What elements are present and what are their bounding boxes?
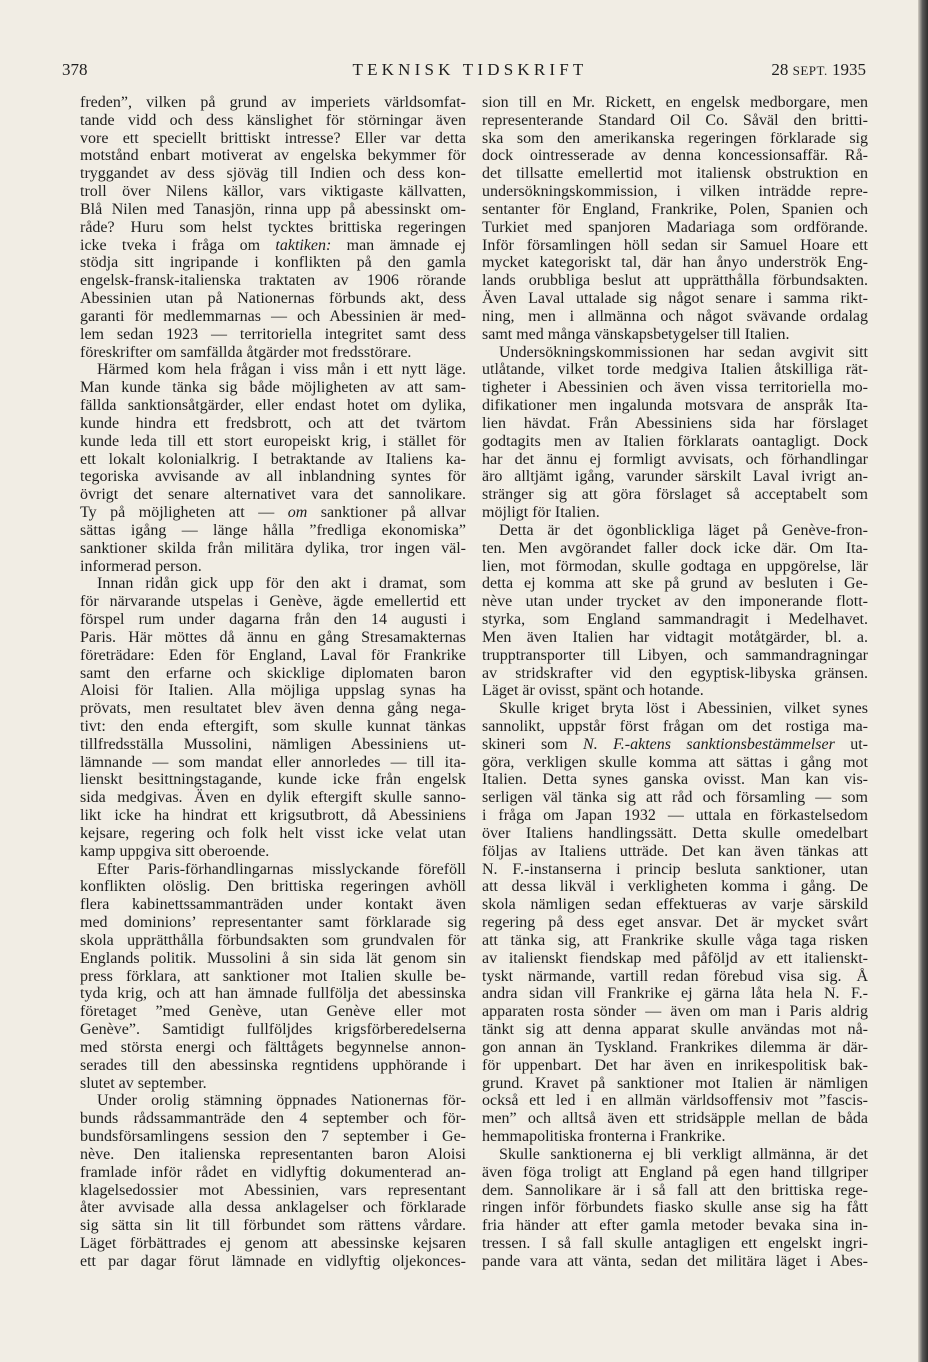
text-line: lands orubbliga beslut att upprätthålla förbundsakten. [482,272,868,290]
issue-date-day: 28 [771,60,789,79]
paragraph [482,1146,868,1271]
text-line: andra sidan vill Frankrike ej gärna låta hela N. F.- [482,985,868,1003]
paragraph [482,94,868,344]
text-line: Blå Nilen med Tanasjön, rinna upp på abessinskt om- [80,200,466,218]
text-line: Härmed kom hela frågan i viss mån i ett nytt läge. [97,361,466,379]
text-line: lien, mot förmodan, skulle godtaga en uppgörelse, lär [482,557,868,575]
text-line: prövats, men resultatet blev även denna gång nega- [80,700,466,718]
emphasized-text: taktiken: [275,236,332,254]
text-line: tegoriska avvisande av all inblandning syntes för [80,468,466,486]
issue-date-month: SEPT. [792,63,828,78]
text-line: undersökningskommission, i vilken inträdde repre- [482,183,868,201]
text-line: tänkt sig att denna apparat skulle användas mot nå- [482,1021,868,1039]
text-line: det tillsatte emellertid mot italiensk obstruktion en [482,165,868,183]
text-line: hemmapolitiska fronterna i Frankrike. [482,1128,726,1146]
text-line: troll över Nilens källor, vars viktigaste källvatten, [80,183,466,201]
text-line: trupptransporter till Libyen, och sammandragningar [482,646,868,664]
text-line: dem. Sannolikare är i så fall att den brittiska rege- [482,1181,868,1199]
text-line: motstånd enbart motiverat av engelska bekymmer för [80,147,466,165]
left-column [80,94,466,1271]
text-line: Skulle kriget bryta löst i Abessinien, vilket synes [499,700,868,718]
text-line: ringen inför förbundets fiasko skulle anse sig ha fått [482,1199,868,1217]
text-line: representerande Standard Oil Co. Såväl den britti- [482,111,868,129]
text-line: fria händer att efter gamla metoder bevaka sina in- [482,1217,868,1235]
issue-date-year: 1935 [832,60,866,79]
text-line: tryggandet av dess sjöväg till Indien och dess kon- [80,165,466,183]
text-line: övrigt det senare alternativet vara det sannolikare. [80,486,466,504]
text-line [80,237,466,255]
text-line: Inför församlingen höll sedan sir Samuel Hoare ett [482,236,868,254]
text-line: tyda krig, och att han ämnade fullfölja det abessinska [80,985,466,1003]
text-line: konflikten olöslig. Den brittiska regeringen avhöll [80,878,466,896]
text-line: difikationer men ingalunda motsvara de anspråk Ita- [482,397,868,415]
text-line: Abessinien utan på Nationernas förbunds akt, dess [80,290,466,308]
text-line: Turkiet med spanjoren Madariaga som ordförande. [482,218,868,236]
text-line: Undersökningskommissionen har sedan avgivit sitt [499,343,868,361]
paragraph [80,575,466,860]
text-line: garanti för medlemmarnas — och Abessinien är med- [80,307,466,325]
text-line: Efter Paris-förhandlingarnas misslyckande föreföll [97,860,466,878]
text-line: i fråga om Japan 1932 — uttala en förkastelsedom [482,807,868,825]
journal-title: TEKNISK TIDSKRIFT [352,60,588,79]
paragraph [80,1092,466,1270]
text-line: tillfredsställa Mussolini, nämligen Abessiniens ut- [80,735,466,753]
text-line: också ett led i en allmän världsoffensiv mot ”fascis- [482,1092,868,1110]
text-line: sättas igång — länge hålla ”fredliga ekonomiska” [80,521,466,539]
text-line: styrka, som England sammandragit i Medelhavet. [482,611,868,629]
text-run: icke tveka i fråga om [80,236,276,254]
text-line: framlade inför rådet en vidlyftig dokumenterad an- [80,1163,466,1181]
text-line: lien hävdat. Från Abessiniens sida har förslaget [482,414,868,432]
text-line: dock ointresserade av denna koncessionsaffär. Rå- [482,147,868,165]
text-line: press förklara, att sanktioner mot Italien skulle be- [80,967,466,985]
text-line: företrädare: Eden för England, Laval för Frankrike [80,646,466,664]
text-line: freden”, vilken på grund av imperiets världsomfat- [80,94,466,111]
emphasized-text: N. F.-aktens sanktionsbestämmelser [583,735,835,753]
text-line: fällda sanktionsåtgärder, eller endast hotet om dylika, [80,397,466,415]
text-line: Innan ridån gick upp för den akt i dramat, som [97,575,466,593]
paragraph [482,700,868,1146]
text-line: Englands politik. Mussolini å sin sida lät genom sin [80,949,466,967]
text-line: Man kunde tänka sig både möjligheten av att sam- [80,379,466,397]
text-line: för närvarande utspelas i Genève, ägde emellertid ett [80,593,466,611]
text-line: samt med många vänskapsbetygelser till Italien. [482,325,790,343]
text-line: Aloisi för Italien. Alla möjliga uppslag synas ha [80,682,466,700]
text-line: stränger sig att göra förslaget så acceptabelt som [482,486,868,504]
paragraph [80,861,466,1093]
issue-date [771,60,866,80]
text-line: likt icke ha hindrat ett krigsutbrott, då Abessiniens [80,807,466,825]
paragraph [80,361,466,575]
text-line: föreskrifter om samfällda åtgärder mot fredsstörare. [80,343,412,361]
text-line: företaget ”med Genève, utan Genève eller mot [80,1003,466,1021]
text-line: Skulle sanktionerna ej bli verkligt allmänna, är det [499,1145,868,1163]
text-line: med största energi och fälttågets begynnelse annon- [80,1038,466,1056]
paragraph [482,344,868,522]
text-line: ett par dagar förut lämnade en vidlyftig oljekonces- [80,1252,466,1270]
text-line: ning, men i allmänna och något svävande ordalag [482,307,868,325]
text-line: Även Laval uttalade sig något senare i samma rikt- [482,290,868,308]
text-line: göra, verkligen skulle komma att sättas i gång mot [482,753,868,771]
text-line: att tänka sig, att Frankrike skulle våga taga risken [482,931,868,949]
text-line [482,736,868,754]
text-line: sig sätta sin lit till förbundet som rättens vårdare. [80,1217,466,1235]
text-line: sida medgivas. Även en dylik eftergift skulle sanno- [80,789,466,807]
text-line: kejsare, regering och folk helt visst icke velat utan [80,824,466,842]
text-run: man ämnade ej [331,236,467,254]
text-line: Genève”. Samtidigt fullföljdes krigsförberedelserna [80,1021,466,1039]
text-line: apparaten rosta sönder — även om man i Paris aldrig [482,1003,868,1021]
right-column [482,94,868,1271]
text-line: förspel rum under dagarna från den 14 augusti i [80,611,466,629]
text-line: sentanter för England, Frankrike, Polen, Spanien och [482,200,868,218]
text-line: Under orolig stämning öppnades Nationernas för- [97,1092,466,1110]
text-line: nève utan under trycket av den imponerande flott- [482,593,868,611]
text-run: skineri som [482,735,584,753]
text-line: möjligt för Italien. [482,504,600,522]
text-line: för uppenbart. Det har även en inrikespolitisk bak- [482,1056,868,1074]
text-line: informerad person. [80,557,202,575]
text-line: bundsförsamlingens session den 7 september i Ge- [80,1128,466,1146]
text-line: Italien. Detta synes ganska ovisst. Man kan vis- [482,771,868,789]
text-line [80,504,466,522]
text-line: utlåtande, vilket torde medgiva Italien åtskilliga rät- [482,361,868,379]
text-line: skola nämligen sedan effektueras av varje särskild [482,896,868,914]
text-line: sion till en Mr. Rickett, en engelsk medborgare, men [482,94,868,111]
paragraph [80,94,466,361]
text-line: Läget förbättrades ej genom att abessinske kejsaren [80,1235,466,1252]
text-line: tressen. I så fall skulle antagligen ett engelskt ingri- [482,1235,868,1252]
text-line: kunde leda till ett stort europeiskt krig, i stället för [80,432,466,450]
text-line: mycket kategoriskt tal, där han ånyo underströk Eng- [482,254,868,272]
text-line: godtagits men av Italien förklarats oantagligt. Dock [482,432,868,450]
emphasized-text: om [287,504,308,522]
text-line: av italienskt fiendskap med påföljd av ett italienskt- [482,949,868,967]
text-line: lienskt besittningstagande, kunde icke från engelsk [80,771,466,789]
text-line: nève. Den italienska representanten baron Aloisi [80,1145,466,1163]
text-line: ett lokalt kolonialkrig. I betraktande av Italiens ka- [80,450,466,468]
text-line: ska som den amerikanska regeringen förklarade sig [482,129,868,147]
text-line: med dominions’ representanter samt förklarade sig [80,914,466,932]
text-line: sanktioner skilda från militära dylika, tror ingen väl- [80,539,466,557]
text-line: åter avvisade alla dessa anklagelser och förklarade [80,1199,466,1217]
text-line: serades till den abessinska regntidens upphörande i [80,1056,466,1074]
text-line: engelsk-fransk-italienska traktaten av 1906 rörande [80,272,466,290]
text-run: Ty på möjligheten att — [80,504,288,522]
text-line: ten. Men avgörandet faller dock icke där. Om Ita- [482,539,868,557]
text-line: har det ännu ej formligt avvisats, och förhandlingar [482,450,868,468]
text-line: flera kabinettssammanträden under kontakt även [80,896,466,914]
text-line: Paris. Här möttes då ännu en gång Stresamakternas [80,628,466,646]
text-line: samt den erfarne och skicklige diplomaten baron [80,664,466,682]
text-line: pande vara att vänta, sedan det militära läget i Abes- [482,1252,868,1270]
text-line: lem sedan 1923 — territoriella integritet samt dess [80,325,466,343]
text-line: äro alltjämt igång, varunder särskilt Laval ivrigt an- [482,468,868,486]
text-line: lämnande — som mandat eller annorledes — till ita- [80,753,466,771]
text-line: klagelsedossier mot Abessinien, vars representant [80,1181,466,1199]
text-line: slutet av september. [80,1074,207,1092]
text-line: råde? Huru som helst tycktes brittiska regeringen [80,218,466,236]
text-line: kunde hindra ett fredsbrott, och att det tvärtom [80,414,466,432]
paragraph [482,522,868,700]
scan-edge-shadow [918,0,928,1362]
text-line: stödja sitt ingripande i konflikten på den gamla [80,254,466,272]
text-line: Men även Italien har vidtagit motåtgärder, bl. a. [482,628,868,646]
text-line: grund. Kravet på sanktioner mot Italien är nämligen [482,1074,868,1092]
text-line: bunds rådssammanträde den 4 september och för- [80,1110,466,1128]
text-line: gon annan än Tyskland. Frankrikes dilemma är där- [482,1038,868,1056]
text-line: men” och alltså även ett stridsäpple mellan de båda [482,1110,868,1128]
text-line: kamp uppgiva sitt oberoende. [80,842,270,860]
text-line: detta ej komma att ske på grund av besluten i Ge- [482,575,868,593]
text-line: regering på dess eget ansvar. Det är mycket svårt [482,914,868,932]
text-line: serligen väl tänka sig att råd och församling — som [482,789,868,807]
page-number: 378 [62,60,88,79]
text-run: sanktioner på allvar [307,504,466,522]
text-line: Detta är det ögonblickliga läget på Genève-fron- [499,521,868,539]
text-line: tigheter i Abessinien och även vissa territoriella mo- [482,379,868,397]
text-line: N. F.-instanserna i princip besluta sanktioner, utan [482,860,868,878]
text-line: vore ett speciellt brittiskt intresse? Eller var detta [80,129,466,147]
text-line: av stridskrafter vid den egyptisk-libyska gränsen. [482,664,868,682]
text-line: att dessa likväl i verkligheten komma i gång. De [482,878,868,896]
text-line: över Italiens handlingssätt. Detta skulle omedelbart [482,824,868,842]
text-line: tyskt närmande, vartill redan förebud visa sig. Å [482,967,868,985]
text-line: tivt: den enda eftergift, som skulle kunnat tänkas [80,717,466,735]
text-line: följas av Italiens utträde. Det kan även tänkas att [482,842,868,860]
text-line: skola upprätthålla förbundsakten som grundvalen för [80,931,466,949]
text-line: sannolikt, uppstår först frågan om det rostiga ma- [482,717,868,735]
text-line: även föga troligt att England på egen hand tillgriper [482,1163,868,1181]
text-line: Läget är ovisst, spänt och hotande. [482,682,704,700]
text-run: ut- [834,735,868,753]
text-line: tande vidd och dess känslighet för störningar även [80,111,466,129]
